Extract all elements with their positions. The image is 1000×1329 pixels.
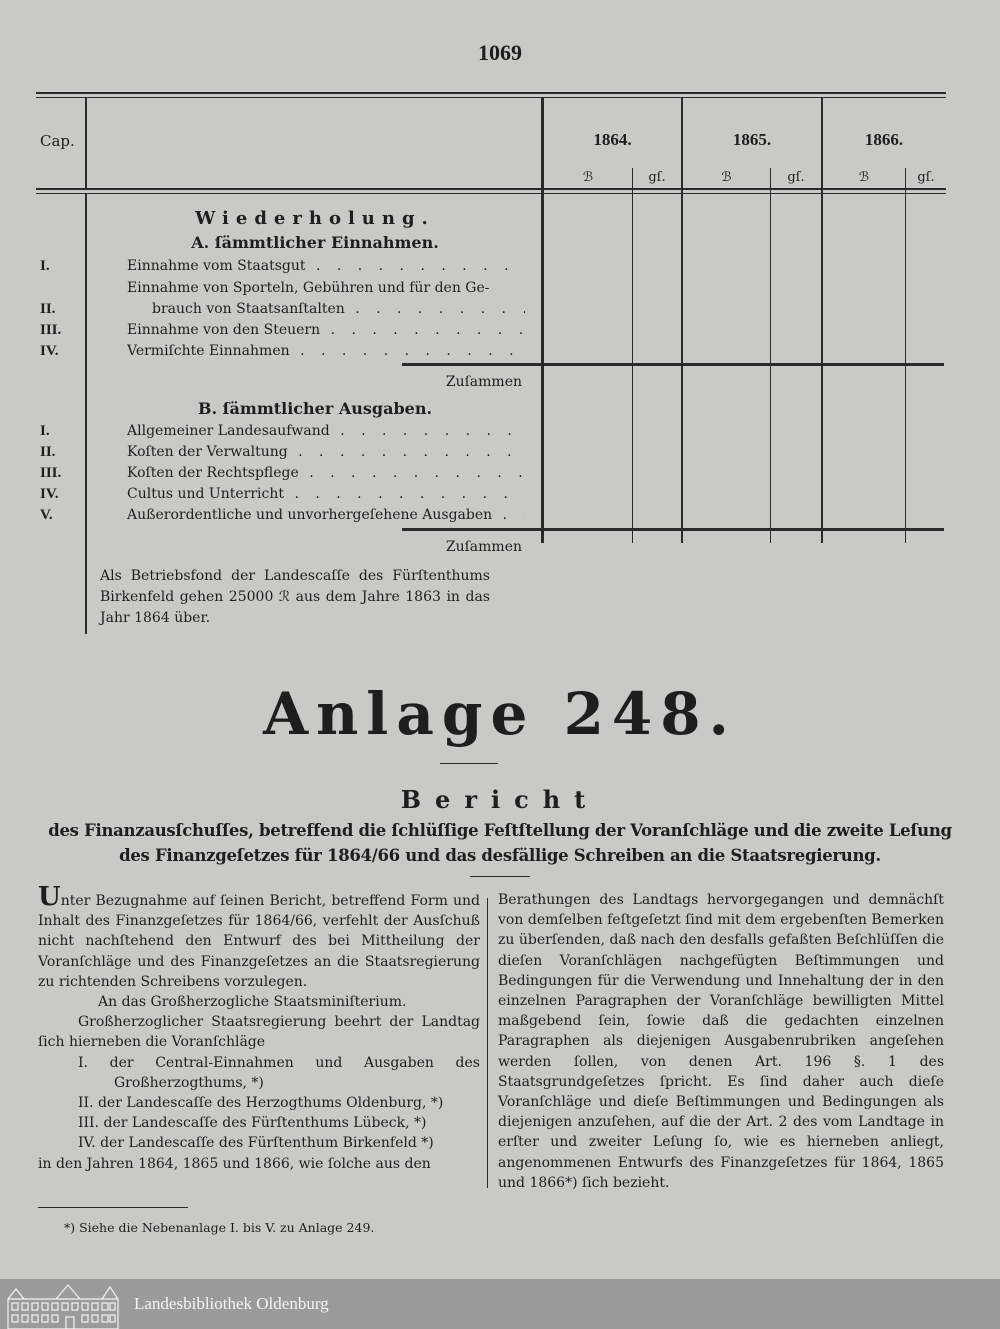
anlage-title: Anlage 248. <box>263 680 737 748</box>
year-1865: 1865. <box>732 130 772 149</box>
row-label: Einnahme vom Staatsgut . . . <box>127 256 525 277</box>
total-b-label: Zuſammen <box>445 539 522 555</box>
row-label: Cultus und Unterricht . . . <box>127 484 525 505</box>
col-divider <box>541 98 544 543</box>
section-b-heading: B. ſämmtlicher Ausgaben. <box>197 399 433 418</box>
left-column <box>38 882 480 1174</box>
cap-header: Cap. <box>40 132 75 150</box>
table-row <box>30 299 540 320</box>
row-number: I. <box>40 258 50 274</box>
groschen-unit: gſ. <box>787 170 805 185</box>
row-label: Koſten der Verwaltung . . . <box>127 442 525 463</box>
col-divider <box>681 98 683 543</box>
table-top-rule <box>36 92 946 94</box>
divider <box>440 763 498 764</box>
footnote: *) Siehe die Nebenanlage I. bis V. zu Anlage 249. <box>64 1220 375 1235</box>
year-1864: 1864. <box>593 130 632 149</box>
col-divider <box>821 98 823 543</box>
table-row <box>30 320 540 341</box>
subcol-divider <box>905 168 906 543</box>
right-column <box>498 890 944 1193</box>
thaler-unit: ℬ <box>721 170 732 185</box>
bericht-title: Bericht <box>400 785 600 814</box>
library-building-icon <box>6 1281 124 1329</box>
letter-paragraph: Großherzoglicher Staatsregierung beehrt der Landtag ſich hierneben die Voranſchläge <box>38 1014 480 1051</box>
groschen-unit: gſ. <box>917 170 935 185</box>
drop-cap: U <box>38 882 61 912</box>
header-rule-2 <box>36 193 946 194</box>
year-1866: 1866. <box>864 130 904 149</box>
table-row <box>30 484 540 505</box>
thaler-unit: ℬ <box>858 170 870 185</box>
row-number: IV. <box>40 343 59 359</box>
list-item: III. der Landescaſſe des Fürſtenthums Lübeck, *) <box>78 1115 427 1132</box>
table-title: Wiederholung. <box>195 208 435 229</box>
row-label: Vermiſchte Einnahmen . . . <box>127 341 525 362</box>
table-row <box>30 463 540 484</box>
list-item: IV. der Landescaſſe des Fürſtenthum Birkenfeld *) <box>78 1135 434 1152</box>
closing-line: in den Jahren 1864, 1865 und 1866, wie ſolche aus den <box>38 1155 431 1172</box>
row-number: V. <box>40 507 53 523</box>
row-number: III. <box>40 465 62 481</box>
sum-rule-b <box>402 528 944 531</box>
table-row <box>30 442 540 463</box>
table-note: Als Betriebsfond der Landescaſſe des Fürſtenthums Birkenfeld gehen 25000 ℛ aus dem Jahre 1863 in das Jahr 1864 über. <box>100 568 490 626</box>
row-label: Einnahme von den Steuern . . . <box>127 320 525 341</box>
footer-bar <box>0 1279 1000 1329</box>
subtitle-line-1: des Finanzausſchuſſes, betreffend die ſchlüſſige Feſtſtellung der Voranſchläge und die zweite Leſung <box>48 821 952 840</box>
row-label: Außerordentliche und unvorhergeſehene Ausgaben . . . <box>127 505 525 526</box>
subcol-divider <box>770 168 771 543</box>
table-row <box>30 341 540 362</box>
subtitle-line-2: des Finanzgeſetzes für 1864/66 und das desfällige Schreiben an die Staatsregierung. <box>119 846 881 865</box>
row-number: IV. <box>40 486 59 502</box>
footnote-rule <box>38 1207 188 1208</box>
table-row <box>30 421 540 442</box>
table-row <box>30 505 540 526</box>
list-item: I. der Central-Einnahmen und Ausgaben des Großherzogthums, *) <box>78 1054 480 1091</box>
page-number: 1069 <box>478 40 522 65</box>
right-paragraph: Berathungen des Landtags hervorgegangen und demnächſt von demſelben feſtgeſetzt ſind mit dem ergebenſten Bemerken zu überſenden, daß nach den desfalls gefaßten Beſchlüſſen die dieſen Voranſchlägen nachgefügten Beſtimmungen und Bedingungen für die Verwendung und Innehaltung der in den einzelnen Paragraphen der Voranſchläge bewilligten Mittel maßgebend ſein, ſowie daß die gedachten einzelnen Paragraphen als diejenigen Ausgabenrubriken angeſehen werden ſollen, von denen Art. 196 §. 1 des Staatsgrundgeſetzes ſpricht. Es ſind daher auch dieſe Voranſchläge und dieſe Beſtimmungen und Bedingungen als diejenigen anzuſehen, auf die der Art. 2 des vom Landtage in erſter und zweiter Leſung ſo, wie es hierneben anliegt, angenommenen Entwurfs des Finanzgeſetzes für 1864, 1865 und 1866*) ſich bezieht. <box>498 892 944 1191</box>
table-top-rule-2 <box>36 97 946 98</box>
row-number: II. <box>40 301 56 317</box>
row-label: brauch von Staatsanſtalten . . . <box>152 299 525 320</box>
address-line: An das Großherzogliche Staatsminiſterium. <box>98 994 407 1011</box>
subcol-divider <box>632 168 633 543</box>
table-row <box>30 278 540 299</box>
row-label: Koſten der Rechtspflege . . . <box>127 463 525 484</box>
row-number: II. <box>40 444 56 460</box>
col-divider <box>85 98 87 188</box>
row-label: Einnahme von Sporteln, Gebühren und für den Ge- <box>127 280 490 296</box>
total-a-label: Zuſammen <box>445 374 522 390</box>
header-rule <box>36 188 946 190</box>
row-number: III. <box>40 322 62 338</box>
library-name: Landesbibliothek Oldenburg <box>134 1294 329 1313</box>
report-subtitle <box>40 818 960 868</box>
thaler-unit: ℬ <box>582 170 594 185</box>
column-divider <box>487 898 488 1188</box>
intro-paragraph: nter Bezugnahme auf ſeinen Bericht, betreffend Form und Inhalt des Finanzgeſetzes für 1864/66, verfehlt der Ausſchuß nicht nachſtehend den Entwurf des bei Mittheilung der Voranſchläge und des Finanzgeſetzes an die Staatsregierung zu richtenden Schreibens vorzulegen. <box>38 893 480 990</box>
list-item: II. der Landescaſſe des Herzogthums Oldenburg, *) <box>78 1095 444 1112</box>
row-number: I. <box>40 423 50 439</box>
sum-rule-a <box>402 363 944 366</box>
section-a-heading: A. ſämmtlicher Einnahmen. <box>191 233 439 252</box>
groschen-unit: gſ. <box>648 170 666 185</box>
row-label: Allgemeiner Landesaufwand . . . <box>127 421 525 442</box>
table-row <box>30 256 540 277</box>
divider <box>470 876 530 877</box>
